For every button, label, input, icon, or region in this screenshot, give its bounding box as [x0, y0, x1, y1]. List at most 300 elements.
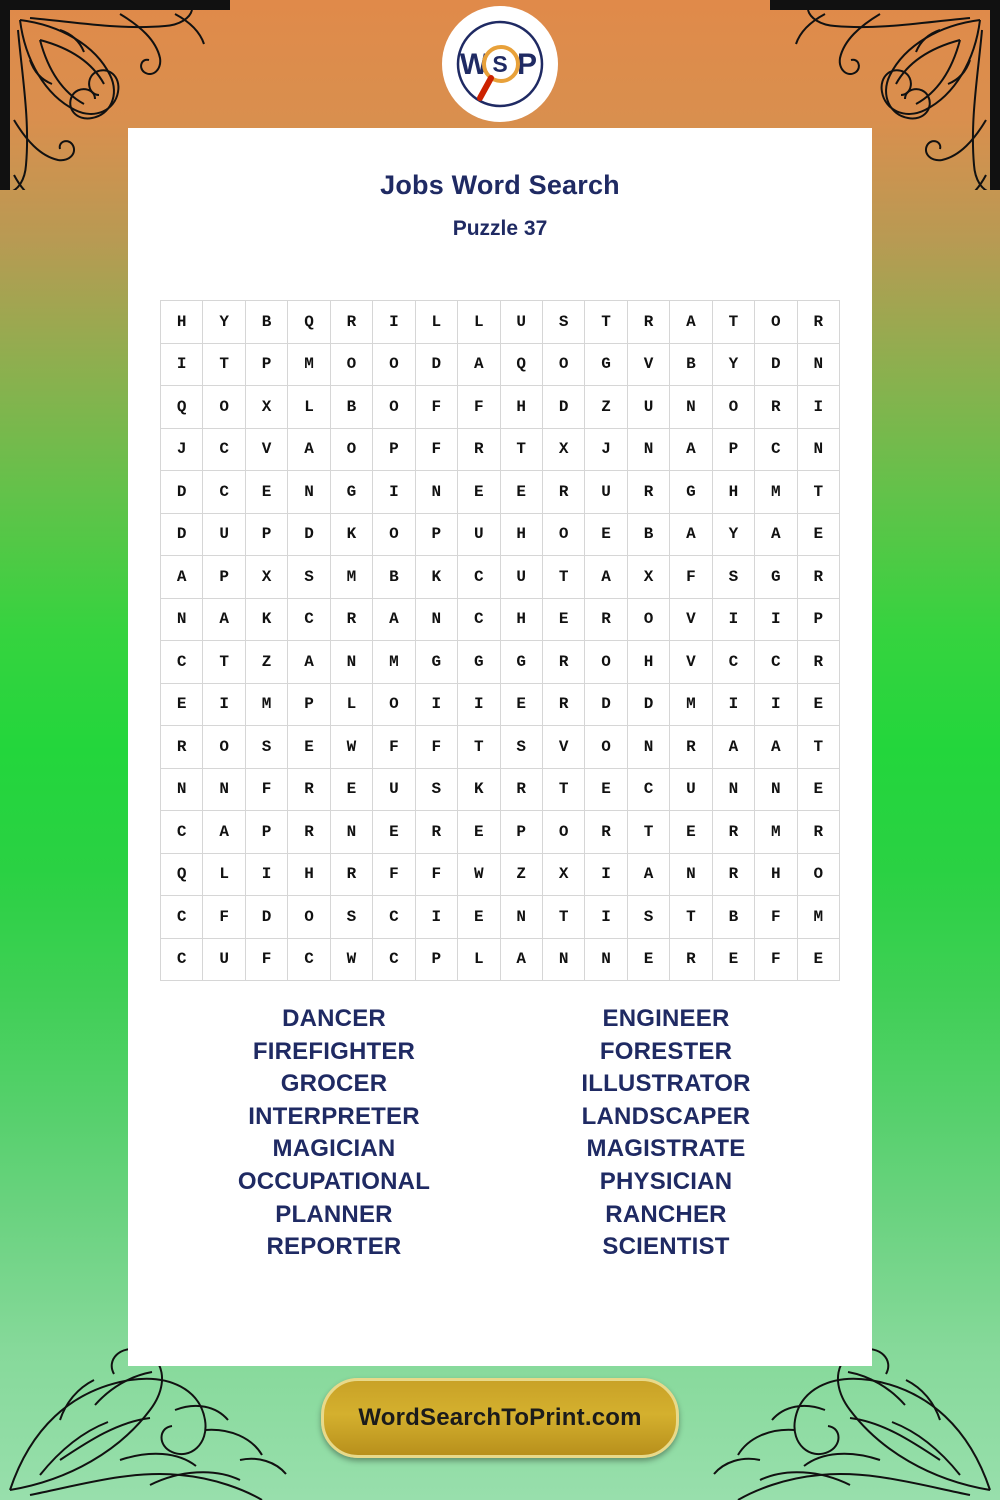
grid-cell[interactable]: F — [755, 938, 797, 981]
grid-cell[interactable]: D — [161, 513, 203, 556]
grid-cell[interactable]: A — [161, 556, 203, 599]
page-title: Jobs Word Search — [380, 170, 620, 200]
grid-cell[interactable]: O — [542, 811, 584, 854]
grid-cell[interactable]: P — [500, 811, 542, 854]
grid-cell[interactable]: L — [203, 853, 245, 896]
word-list-item: SCIENTIST — [602, 1233, 730, 1261]
grid-cell[interactable]: R — [542, 641, 584, 684]
grid-cell[interactable]: N — [627, 726, 669, 769]
grid-cell[interactable]: C — [755, 428, 797, 471]
grid-row — [161, 896, 840, 939]
grid-cell[interactable]: A — [627, 853, 669, 896]
grid-cell[interactable]: L — [330, 683, 372, 726]
grid-cell[interactable]: I — [373, 471, 415, 514]
word-search-grid[interactable] — [160, 300, 840, 981]
grid-cell[interactable]: P — [245, 343, 287, 386]
grid-cell[interactable]: U — [670, 768, 712, 811]
grid-cell[interactable]: A — [670, 301, 712, 344]
grid-cell[interactable]: O — [542, 343, 584, 386]
grid-cell[interactable]: H — [755, 853, 797, 896]
grid-cell[interactable]: I — [585, 853, 627, 896]
grid-cell[interactable]: G — [670, 471, 712, 514]
grid-cell[interactable]: X — [542, 853, 584, 896]
grid-cell[interactable]: E — [712, 938, 754, 981]
grid-cell[interactable]: X — [627, 556, 669, 599]
grid-cell[interactable]: Z — [585, 386, 627, 429]
grid-cell[interactable]: J — [161, 428, 203, 471]
grid-cell[interactable]: U — [373, 768, 415, 811]
grid-cell[interactable]: C — [203, 428, 245, 471]
grid-cell[interactable]: O — [627, 598, 669, 641]
grid-cell[interactable]: T — [627, 811, 669, 854]
grid-cell[interactable]: A — [670, 428, 712, 471]
grid-cell[interactable]: O — [797, 853, 839, 896]
grid-cell[interactable]: E — [458, 471, 500, 514]
grid-cell[interactable]: O — [373, 386, 415, 429]
grid-cell[interactable]: C — [458, 556, 500, 599]
grid-cell[interactable]: P — [288, 683, 330, 726]
grid-cell[interactable]: I — [161, 343, 203, 386]
grid-cell[interactable]: M — [330, 556, 372, 599]
grid-cell[interactable]: K — [330, 513, 372, 556]
grid-row — [161, 598, 840, 641]
puzzle-sheet — [128, 128, 872, 1366]
grid-cell[interactable]: F — [373, 853, 415, 896]
grid-cell[interactable]: E — [288, 726, 330, 769]
grid-cell[interactable]: I — [415, 683, 457, 726]
grid-cell[interactable]: G — [458, 641, 500, 684]
grid-cell[interactable]: N — [288, 471, 330, 514]
grid-cell[interactable]: N — [330, 641, 372, 684]
grid-cell[interactable]: I — [458, 683, 500, 726]
grid-cell[interactable]: T — [203, 343, 245, 386]
grid-cell[interactable]: A — [458, 343, 500, 386]
grid-cell[interactable]: M — [288, 343, 330, 386]
grid-cell[interactable]: H — [161, 301, 203, 344]
grid-cell[interactable]: I — [797, 386, 839, 429]
grid-cell[interactable]: L — [458, 301, 500, 344]
grid-cell[interactable]: V — [670, 598, 712, 641]
grid-cell[interactable]: B — [670, 343, 712, 386]
word-list-item: OCCUPATIONAL — [237, 1167, 431, 1195]
grid-cell[interactable]: F — [670, 556, 712, 599]
grid-cell[interactable]: R — [627, 471, 669, 514]
grid-cell[interactable]: A — [288, 428, 330, 471]
grid-cell[interactable]: F — [373, 726, 415, 769]
grid-cell[interactable]: B — [373, 556, 415, 599]
grid-cell[interactable]: P — [415, 938, 457, 981]
grid-row — [161, 726, 840, 769]
grid-cell[interactable]: R — [712, 853, 754, 896]
website-badge-label: WordSearchToPrint.com — [358, 1404, 642, 1431]
grid-cell[interactable]: V — [627, 343, 669, 386]
grid-cell[interactable]: T — [203, 641, 245, 684]
grid-cell[interactable]: E — [500, 471, 542, 514]
grid-cell[interactable]: F — [245, 938, 287, 981]
grid-cell[interactable]: R — [458, 428, 500, 471]
grid-cell[interactable]: A — [712, 726, 754, 769]
grid-cell[interactable]: H — [500, 386, 542, 429]
grid-cell[interactable]: G — [415, 641, 457, 684]
grid-cell[interactable]: T — [670, 896, 712, 939]
grid-cell[interactable]: N — [161, 768, 203, 811]
grid-cell[interactable]: C — [203, 471, 245, 514]
grid-cell[interactable]: O — [203, 726, 245, 769]
grid-cell[interactable]: R — [797, 811, 839, 854]
grid-cell[interactable]: E — [373, 811, 415, 854]
grid-cell[interactable]: N — [585, 938, 627, 981]
grid-cell[interactable]: G — [500, 641, 542, 684]
grid-row — [161, 343, 840, 386]
grid-cell[interactable]: P — [797, 598, 839, 641]
grid-cell[interactable]: Y — [712, 513, 754, 556]
word-list-item: RANCHER — [605, 1200, 727, 1228]
grid-row — [161, 386, 840, 429]
grid-cell[interactable]: R — [288, 768, 330, 811]
grid-cell[interactable]: Y — [203, 301, 245, 344]
grid-cell[interactable]: F — [415, 386, 457, 429]
grid-cell[interactable]: W — [458, 853, 500, 896]
grid-cell[interactable]: U — [203, 513, 245, 556]
grid-cell[interactable]: N — [797, 343, 839, 386]
grid-cell[interactable]: D — [755, 343, 797, 386]
grid-cell[interactable]: G — [330, 471, 372, 514]
grid-cell[interactable]: F — [415, 428, 457, 471]
grid-cell[interactable]: E — [245, 471, 287, 514]
grid-cell[interactable]: A — [500, 938, 542, 981]
word-list-item: MAGICIAN — [272, 1135, 396, 1163]
word-list-item: FIREFIGHTER — [252, 1037, 416, 1065]
grid-cell[interactable]: E — [585, 513, 627, 556]
grid-cell[interactable]: C — [373, 896, 415, 939]
grid-cell[interactable]: L — [288, 386, 330, 429]
grid-cell[interactable]: B — [330, 386, 372, 429]
grid-cell[interactable]: A — [670, 513, 712, 556]
word-list-item: PHYSICIAN — [599, 1167, 733, 1195]
grid-cell[interactable]: T — [797, 471, 839, 514]
grid-cell[interactable]: R — [797, 301, 839, 344]
grid-cell[interactable]: A — [203, 598, 245, 641]
grid-cell[interactable]: U — [500, 301, 542, 344]
grid-cell[interactable]: O — [712, 386, 754, 429]
grid-cell[interactable]: N — [415, 598, 457, 641]
grid-row — [161, 853, 840, 896]
grid-cell[interactable]: I — [585, 896, 627, 939]
grid-cell[interactable]: N — [500, 896, 542, 939]
grid-cell[interactable]: D — [627, 683, 669, 726]
grid-cell[interactable]: Q — [288, 301, 330, 344]
grid-cell[interactable]: P — [245, 811, 287, 854]
svg-text:P: P — [516, 48, 538, 81]
grid-cell[interactable]: H — [627, 641, 669, 684]
grid-row — [161, 513, 840, 556]
grid-cell[interactable]: F — [415, 726, 457, 769]
grid-cell[interactable]: N — [670, 386, 712, 429]
grid-cell[interactable]: N — [203, 768, 245, 811]
grid-cell[interactable]: R — [288, 811, 330, 854]
grid-cell[interactable]: H — [500, 598, 542, 641]
grid-cell[interactable]: Y — [712, 343, 754, 386]
grid-cell[interactable]: T — [712, 301, 754, 344]
grid-cell[interactable]: O — [203, 386, 245, 429]
grid-row — [161, 301, 840, 344]
grid-cell[interactable]: O — [585, 641, 627, 684]
grid-cell[interactable]: E — [458, 896, 500, 939]
wsp-logo-icon — [444, 8, 556, 120]
grid-row — [161, 768, 840, 811]
grid-cell[interactable]: M — [797, 896, 839, 939]
grid-cell[interactable]: T — [585, 301, 627, 344]
grid-cell[interactable]: X — [542, 428, 584, 471]
grid-cell[interactable]: Q — [161, 386, 203, 429]
word-list-column-right — [500, 1003, 832, 1264]
grid-cell[interactable]: N — [797, 428, 839, 471]
grid-cell[interactable]: R — [585, 598, 627, 641]
grid-cell[interactable]: F — [203, 896, 245, 939]
grid-cell[interactable]: G — [755, 556, 797, 599]
grid-row — [161, 938, 840, 981]
grid-cell[interactable]: K — [458, 768, 500, 811]
grid-cell[interactable]: N — [161, 598, 203, 641]
grid-row — [161, 683, 840, 726]
word-list-item: MAGISTRATE — [586, 1135, 746, 1163]
grid-cell[interactable]: V — [245, 428, 287, 471]
grid-cell[interactable]: A — [203, 811, 245, 854]
grid-cell[interactable]: W — [330, 938, 372, 981]
grid-cell[interactable]: A — [755, 726, 797, 769]
grid-cell[interactable]: R — [500, 768, 542, 811]
grid-cell[interactable]: A — [585, 556, 627, 599]
grid-cell[interactable]: R — [755, 386, 797, 429]
grid-cell[interactable]: U — [585, 471, 627, 514]
grid-cell[interactable]: Q — [161, 853, 203, 896]
grid-cell[interactable]: F — [415, 853, 457, 896]
word-list-item: GROCER — [280, 1070, 388, 1098]
grid-cell[interactable]: M — [670, 683, 712, 726]
grid-cell[interactable]: R — [161, 726, 203, 769]
grid-cell[interactable]: E — [542, 598, 584, 641]
grid-cell[interactable]: M — [755, 471, 797, 514]
grid-cell[interactable]: E — [627, 938, 669, 981]
grid-row — [161, 641, 840, 684]
grid-cell[interactable]: R — [330, 598, 372, 641]
word-list-item: FORESTER — [599, 1037, 733, 1065]
grid-cell[interactable]: F — [458, 386, 500, 429]
word-list-item: PLANNER — [275, 1200, 393, 1228]
letter-grid-table — [160, 300, 840, 981]
grid-cell[interactable]: Q — [500, 343, 542, 386]
word-list-item: INTERPRETER — [248, 1102, 420, 1130]
grid-cell[interactable]: T — [797, 726, 839, 769]
grid-cell[interactable]: G — [585, 343, 627, 386]
grid-cell[interactable]: D — [288, 513, 330, 556]
grid-cell[interactable]: O — [585, 726, 627, 769]
grid-cell[interactable]: D — [542, 386, 584, 429]
grid-cell[interactable]: I — [712, 683, 754, 726]
svg-text:W: W — [459, 48, 489, 81]
grid-cell[interactable]: R — [627, 301, 669, 344]
grid-cell[interactable]: I — [755, 683, 797, 726]
grid-cell[interactable]: T — [542, 556, 584, 599]
grid-cell[interactable]: S — [712, 556, 754, 599]
grid-cell[interactable]: A — [288, 641, 330, 684]
grid-cell[interactable]: S — [415, 768, 457, 811]
grid-cell[interactable]: N — [330, 811, 372, 854]
grid-cell[interactable]: P — [712, 428, 754, 471]
grid-cell[interactable]: O — [373, 513, 415, 556]
grid-cell[interactable]: S — [245, 726, 287, 769]
word-list — [168, 1003, 832, 1264]
grid-cell[interactable]: D — [415, 343, 457, 386]
grid-cell[interactable]: T — [542, 768, 584, 811]
grid-cell[interactable]: E — [670, 811, 712, 854]
grid-cell[interactable]: N — [415, 471, 457, 514]
grid-cell[interactable]: F — [245, 768, 287, 811]
grid-cell[interactable]: R — [330, 853, 372, 896]
grid-cell[interactable]: H — [288, 853, 330, 896]
grid-row — [161, 428, 840, 471]
grid-cell[interactable]: X — [245, 556, 287, 599]
grid-cell[interactable]: D — [585, 683, 627, 726]
grid-cell[interactable]: C — [755, 641, 797, 684]
grid-cell[interactable]: E — [797, 513, 839, 556]
grid-cell[interactable]: N — [627, 428, 669, 471]
grid-cell[interactable]: N — [755, 768, 797, 811]
grid-cell[interactable]: Z — [245, 641, 287, 684]
grid-cell[interactable]: P — [373, 428, 415, 471]
grid-cell[interactable]: I — [415, 896, 457, 939]
grid-cell[interactable]: U — [627, 386, 669, 429]
grid-cell[interactable]: R — [670, 938, 712, 981]
grid-cell[interactable]: O — [373, 683, 415, 726]
grid-cell[interactable]: T — [458, 726, 500, 769]
grid-cell[interactable]: B — [245, 301, 287, 344]
grid-cell[interactable]: C — [288, 598, 330, 641]
grid-cell[interactable]: O — [755, 301, 797, 344]
grid-cell[interactable]: L — [458, 938, 500, 981]
grid-cell[interactable]: R — [415, 811, 457, 854]
grid-cell[interactable]: T — [542, 896, 584, 939]
grid-cell[interactable]: R — [585, 811, 627, 854]
grid-cell[interactable]: E — [797, 768, 839, 811]
grid-cell[interactable]: P — [415, 513, 457, 556]
grid-cell[interactable]: Z — [500, 853, 542, 896]
website-badge[interactable] — [321, 1378, 679, 1458]
grid-cell[interactable]: C — [458, 598, 500, 641]
grid-cell[interactable]: R — [542, 471, 584, 514]
grid-cell[interactable]: I — [245, 853, 287, 896]
grid-row — [161, 556, 840, 599]
grid-cell[interactable]: R — [797, 641, 839, 684]
word-list-item: ILLUSTRATOR — [581, 1070, 751, 1098]
grid-row — [161, 811, 840, 854]
grid-cell[interactable]: I — [712, 598, 754, 641]
grid-cell[interactable]: L — [415, 301, 457, 344]
grid-cell[interactable]: S — [288, 556, 330, 599]
word-list-column-left — [168, 1003, 500, 1264]
grid-cell[interactable]: E — [161, 683, 203, 726]
grid-cell[interactable]: O — [288, 896, 330, 939]
grid-cell[interactable]: E — [458, 811, 500, 854]
grid-cell[interactable]: P — [245, 513, 287, 556]
word-list-item: DANCER — [282, 1005, 386, 1032]
grid-cell[interactable]: C — [161, 938, 203, 981]
grid-cell[interactable]: C — [373, 938, 415, 981]
puzzle-number: Puzzle 37 — [452, 217, 548, 240]
grid-cell[interactable]: C — [161, 641, 203, 684]
grid-cell[interactable]: X — [245, 386, 287, 429]
word-list-item: REPORTER — [266, 1233, 402, 1261]
grid-cell[interactable]: V — [542, 726, 584, 769]
grid-cell[interactable]: E — [500, 683, 542, 726]
grid-cell[interactable]: C — [627, 768, 669, 811]
grid-cell[interactable]: M — [755, 811, 797, 854]
grid-cell[interactable]: R — [712, 811, 754, 854]
grid-cell[interactable]: S — [500, 726, 542, 769]
grid-cell[interactable]: J — [585, 428, 627, 471]
grid-cell[interactable]: M — [373, 641, 415, 684]
grid-cell[interactable]: E — [797, 683, 839, 726]
grid-cell[interactable]: W — [330, 726, 372, 769]
grid-cell[interactable]: O — [330, 343, 372, 386]
grid-cell[interactable]: A — [755, 513, 797, 556]
grid-cell[interactable]: R — [330, 301, 372, 344]
grid-cell[interactable]: T — [500, 428, 542, 471]
grid-cell[interactable]: S — [542, 301, 584, 344]
grid-cell[interactable]: D — [161, 471, 203, 514]
grid-row — [161, 471, 840, 514]
grid-cell[interactable]: R — [670, 726, 712, 769]
grid-cell[interactable]: S — [330, 896, 372, 939]
grid-cell[interactable]: E — [330, 768, 372, 811]
grid-cell[interactable]: E — [797, 938, 839, 981]
grid-cell[interactable]: P — [203, 556, 245, 599]
grid-cell[interactable]: B — [627, 513, 669, 556]
grid-cell[interactable]: O — [373, 343, 415, 386]
grid-cell[interactable]: U — [500, 556, 542, 599]
grid-cell[interactable]: N — [542, 938, 584, 981]
word-list-item: ENGINEER — [602, 1005, 730, 1032]
grid-cell[interactable]: C — [712, 641, 754, 684]
grid-cell[interactable]: I — [755, 598, 797, 641]
grid-cell[interactable]: V — [670, 641, 712, 684]
grid-cell[interactable]: D — [245, 896, 287, 939]
grid-cell[interactable]: E — [585, 768, 627, 811]
grid-cell[interactable]: I — [373, 301, 415, 344]
grid-cell[interactable]: R — [797, 556, 839, 599]
grid-cell[interactable]: R — [542, 683, 584, 726]
grid-cell[interactable]: F — [755, 896, 797, 939]
grid-cell[interactable]: C — [288, 938, 330, 981]
grid-cell[interactable]: S — [627, 896, 669, 939]
grid-cell[interactable]: K — [415, 556, 457, 599]
grid-cell[interactable]: O — [330, 428, 372, 471]
grid-cell[interactable]: A — [373, 598, 415, 641]
grid-cell[interactable]: B — [712, 896, 754, 939]
grid-cell[interactable]: K — [245, 598, 287, 641]
grid-cell[interactable]: O — [542, 513, 584, 556]
grid-cell[interactable]: M — [245, 683, 287, 726]
grid-cell[interactable]: H — [500, 513, 542, 556]
grid-cell[interactable]: C — [161, 811, 203, 854]
grid-cell[interactable]: I — [203, 683, 245, 726]
grid-cell[interactable]: H — [712, 471, 754, 514]
grid-cell[interactable]: U — [458, 513, 500, 556]
grid-cell[interactable]: N — [712, 768, 754, 811]
grid-cell[interactable]: N — [670, 853, 712, 896]
grid-cell[interactable]: U — [203, 938, 245, 981]
grid-cell[interactable]: C — [161, 896, 203, 939]
